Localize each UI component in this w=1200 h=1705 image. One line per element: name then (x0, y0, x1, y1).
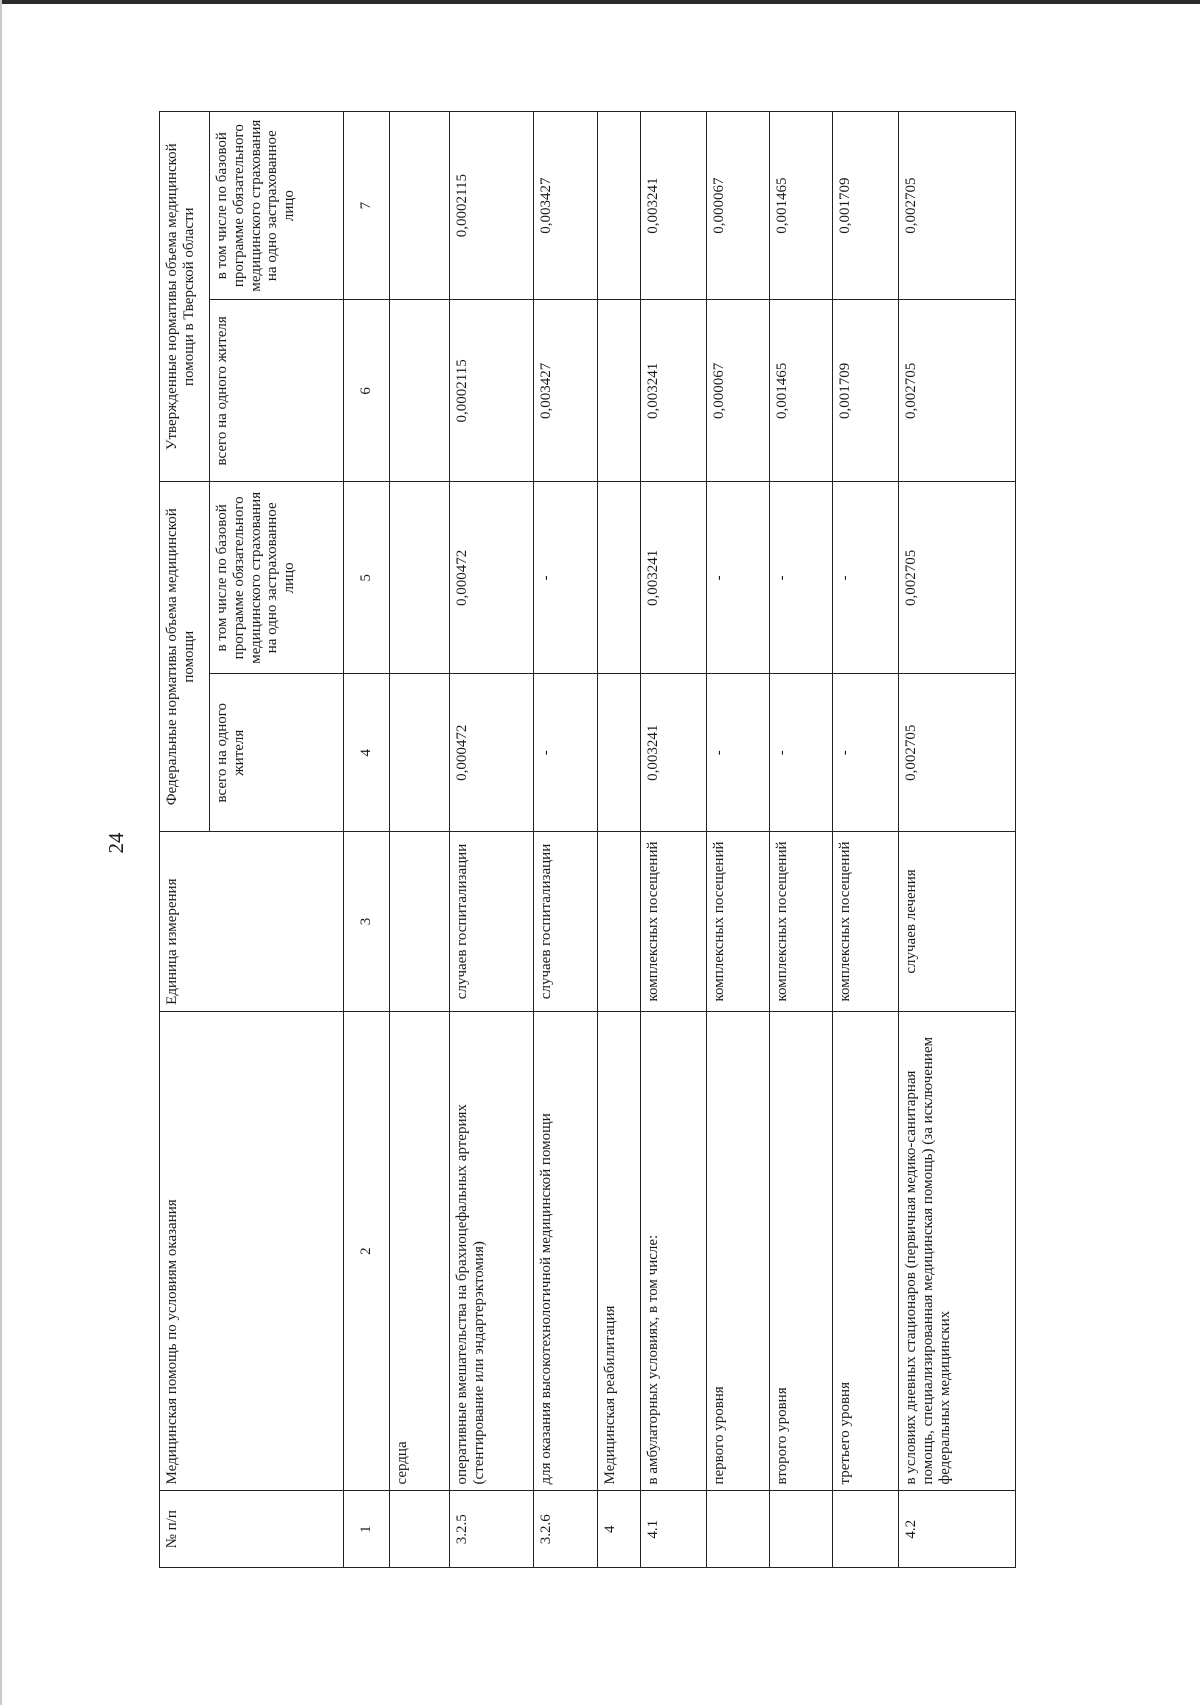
col-number-1: 1 (344, 1491, 390, 1568)
header-num: № п/п (160, 1491, 344, 1568)
header-unit: Единица измерения (160, 832, 344, 1012)
row-unit: случаев госпитализации (450, 832, 534, 1012)
row-federal-oms: - (534, 482, 598, 674)
row-num (390, 1491, 450, 1568)
row-federal-oms: 0,000472 (450, 482, 534, 674)
table-row (450, 112, 534, 1568)
col-number-3: 3 (344, 832, 390, 1012)
row-tver-all: 0,003427 (534, 300, 598, 482)
row-num: 4.2 (899, 1491, 1016, 1568)
col-number-5: 5 (344, 482, 390, 674)
header-help: Медицинская помощь по условиям оказания (160, 1011, 344, 1491)
row-name: третьего уровня (833, 1011, 899, 1491)
header-tver-all: всего на одного жителя (210, 300, 344, 482)
row-tver-oms (390, 112, 450, 300)
row-tver-all: 0,002705 (899, 300, 1016, 482)
row-num (707, 1491, 770, 1568)
row-unit: случаев лечения (899, 832, 1016, 1012)
table-row (899, 112, 1016, 1568)
rotated-table-container (159, 111, 1015, 1568)
row-federal-all: - (534, 674, 598, 832)
row-num (770, 1491, 833, 1568)
row-unit: комплексных посещений (707, 832, 770, 1012)
row-federal-oms: - (707, 482, 770, 674)
row-unit: комплексных посещений (770, 832, 833, 1012)
row-num: 4 (598, 1491, 641, 1568)
row-num: 4.1 (641, 1491, 707, 1568)
row-name: сердца (390, 1011, 450, 1491)
col-number-4: 4 (344, 674, 390, 832)
row-federal-oms: 0,003241 (641, 482, 707, 674)
row-name: второго уровня (770, 1011, 833, 1491)
row-name: первого уровня (707, 1011, 770, 1491)
row-unit (598, 832, 641, 1012)
table-row (641, 112, 707, 1568)
row-federal-all: 0,002705 (899, 674, 1016, 832)
row-federal-oms: 0,002705 (899, 482, 1016, 674)
col-number-6: 6 (344, 300, 390, 482)
header-row-1 (160, 112, 210, 1568)
row-federal-oms (390, 482, 450, 674)
row-federal-all: - (833, 674, 899, 832)
scan-top-edge (0, 0, 1200, 4)
table-row (770, 112, 833, 1568)
row-tver-oms: 0,001709 (833, 112, 899, 300)
row-unit (390, 832, 450, 1012)
header-federal-oms: в том числе по базовой программе обязательного медицинского страхования на одно застрахованное лицо (210, 482, 344, 674)
row-num: 3.2.5 (450, 1491, 534, 1568)
row-tver-oms: 0,0002115 (450, 112, 534, 300)
row-federal-all: 0,000472 (450, 674, 534, 832)
column-numbers-row (344, 112, 390, 1568)
header-federal-all: всего на одного жителя (210, 674, 344, 832)
row-tver-all (390, 300, 450, 482)
row-tver-oms: 0,001465 (770, 112, 833, 300)
row-tver-oms: 0,003241 (641, 112, 707, 300)
row-federal-oms: - (833, 482, 899, 674)
row-name: для оказания высокотехнологичной медицинской помощи (534, 1011, 598, 1491)
row-tver-all: 0,0002115 (450, 300, 534, 482)
row-federal-all: - (707, 674, 770, 832)
row-federal-all (598, 674, 641, 832)
row-num (833, 1491, 899, 1568)
table-row (833, 112, 899, 1568)
row-name: в условиях дневных стационаров (первичная медико-санитарная помощь, специализированная медицинская помощь) (за исключением федеральных медицинских (899, 1011, 1016, 1491)
col-number-2: 2 (344, 1011, 390, 1491)
row-federal-all: 0,003241 (641, 674, 707, 832)
col-number-7: 7 (344, 112, 390, 300)
row-name: в амбулаторных условиях, в том числе: (641, 1011, 707, 1491)
row-federal-oms (598, 482, 641, 674)
row-unit: случаев госпитализации (534, 832, 598, 1012)
row-tver-oms: 0,000067 (707, 112, 770, 300)
row-name: оперативные вмешательства на брахиоцефальных артериях (стентирование или эндартерэктомия) (450, 1011, 534, 1491)
row-federal-all: - (770, 674, 833, 832)
norms-table (159, 111, 1016, 1568)
row-unit: комплексных посещений (641, 832, 707, 1012)
row-num: 3.2.6 (534, 1491, 598, 1568)
table-row (390, 112, 450, 1568)
row-tver-all: 0,001465 (770, 300, 833, 482)
row-tver-all: 0,000067 (707, 300, 770, 482)
row-federal-oms: - (770, 482, 833, 674)
row-unit: комплексных посещений (833, 832, 899, 1012)
header-tver: Утвержденные нормативы объема медицинской помощи в Тверской области (160, 112, 210, 482)
header-tver-oms: в том числе по базовой программе обязательного медицинского страхования на одно застрахованное лицо (210, 112, 344, 300)
page-number: 24 (104, 832, 128, 854)
header-federal: Федеральные нормативы объема медицинской помощи (160, 482, 210, 832)
table-row (598, 112, 641, 1568)
scan-left-edge (0, 0, 2, 1705)
row-tver-all (598, 300, 641, 482)
table-row (707, 112, 770, 1568)
row-tver-oms (598, 112, 641, 300)
row-tver-all: 0,003241 (641, 300, 707, 482)
row-federal-all (390, 674, 450, 832)
table-row (534, 112, 598, 1568)
row-tver-oms: 0,002705 (899, 112, 1016, 300)
row-name: Медицинская реабилитация (598, 1011, 641, 1491)
row-tver-oms: 0,003427 (534, 112, 598, 300)
row-tver-all: 0,001709 (833, 300, 899, 482)
